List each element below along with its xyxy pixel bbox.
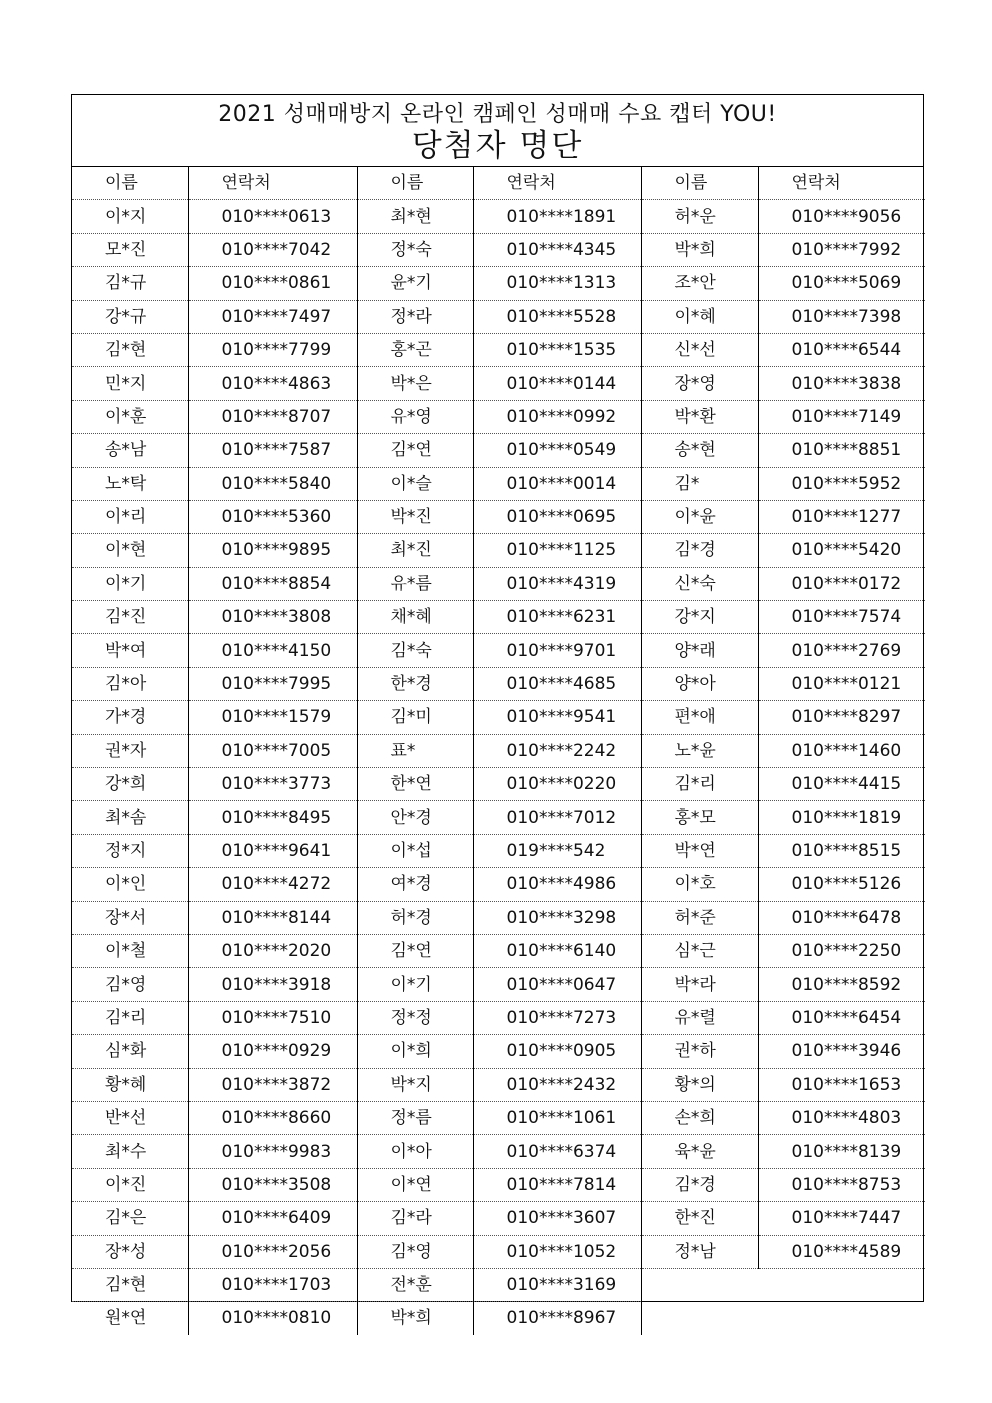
winner-contact-2: 010****2242: [473, 734, 641, 767]
winner-contact-2: 010****1891: [473, 200, 641, 233]
winner-name-2: 최*진: [357, 534, 473, 567]
table-row: [72, 534, 925, 567]
winner-contact-1: 010****4272: [188, 868, 357, 901]
winner-name-2: 박*지: [357, 1068, 473, 1101]
winner-contact-3: 010****7992: [758, 233, 925, 266]
winner-name-3: 박*환: [641, 400, 758, 433]
winner-name-3: 육*윤: [641, 1135, 758, 1168]
winner-name-2: 이*연: [357, 1168, 473, 1201]
winner-name-1: 정*지: [72, 834, 188, 867]
winner-name-3: 장*영: [641, 367, 758, 400]
winner-contact-1: 010****3508: [188, 1168, 357, 1201]
winner-name-2: 김*숙: [357, 634, 473, 667]
winner-name-1: 최*솜: [72, 801, 188, 834]
winner-name-1: 원*연: [72, 1302, 188, 1335]
winner-name-2: 전*훈: [357, 1268, 473, 1301]
winner-name-3: 권*하: [641, 1035, 758, 1068]
winner-name-3: 김*경: [641, 534, 758, 567]
table-row: [72, 367, 925, 400]
winner-contact-3: 010****7447: [758, 1202, 925, 1235]
winner-name-3: 편*애: [641, 701, 758, 734]
winner-contact-2: 010****1061: [473, 1101, 641, 1134]
winners-list-title: 당첨자 명단: [411, 128, 584, 164]
winner-name-2: 이*섭: [357, 834, 473, 867]
winner-name-3: 노*윤: [641, 734, 758, 767]
winner-contact-3: 010****1277: [758, 500, 925, 533]
table-row: [72, 1168, 925, 1201]
winner-name-3: 송*현: [641, 434, 758, 467]
table-row: [72, 667, 925, 700]
table-row: [72, 1001, 925, 1034]
winner-contact-3: 010****6478: [758, 901, 925, 934]
winner-contact-3: [758, 1268, 925, 1301]
winner-contact-2: 010****2432: [473, 1068, 641, 1101]
table-row: [72, 400, 925, 433]
winner-name-1: 김*진: [72, 601, 188, 634]
table-row: [72, 1268, 925, 1301]
table-row: [72, 333, 925, 366]
winner-contact-1: 010****5840: [188, 467, 357, 500]
winner-contact-1: 010****7799: [188, 333, 357, 366]
table-row: [72, 701, 925, 734]
winner-name-1: 장*성: [72, 1235, 188, 1268]
winner-contact-3: 010****4415: [758, 768, 925, 801]
winner-name-3: 홍*모: [641, 801, 758, 834]
winner-name-1: 김*현: [72, 333, 188, 366]
winner-name-3: 이*혜: [641, 300, 758, 333]
winner-name-1: 황*혜: [72, 1068, 188, 1101]
table-row: [72, 567, 925, 600]
winner-name-2: 이*슬: [357, 467, 473, 500]
winner-name-2: 한*연: [357, 768, 473, 801]
winner-name-2: 유*름: [357, 567, 473, 600]
winner-contact-1: 010****6409: [188, 1202, 357, 1235]
table-row: [72, 1068, 925, 1101]
winner-name-3: 김*: [641, 467, 758, 500]
winner-contact-2: 010****3169: [473, 1268, 641, 1301]
winner-contact-1: 010****8854: [188, 567, 357, 600]
winner-contact-1: 010****2020: [188, 934, 357, 967]
winner-contact-2: 010****0549: [473, 434, 641, 467]
column-header-contact-3: 연락처: [758, 167, 925, 200]
table-row: [72, 1202, 925, 1235]
winner-name-2: 김*연: [357, 434, 473, 467]
winner-contact-1: 010****0613: [188, 200, 357, 233]
winner-contact-2: 010****4319: [473, 567, 641, 600]
winner-name-2: 윤*기: [357, 267, 473, 300]
winner-name-1: 송*남: [72, 434, 188, 467]
winner-contact-1: 010****7005: [188, 734, 357, 767]
winner-name-1: 반*선: [72, 1101, 188, 1134]
winner-contact-3: 010****8851: [758, 434, 925, 467]
winner-name-2: 한*경: [357, 667, 473, 700]
winner-contact-1: 010****8660: [188, 1101, 357, 1134]
winner-name-1: 노*탁: [72, 467, 188, 500]
winner-contact-2: 010****1313: [473, 267, 641, 300]
winner-name-1: 이*훈: [72, 400, 188, 433]
winner-name-3: 강*지: [641, 601, 758, 634]
winner-name-2: 박*희: [357, 1302, 473, 1335]
winner-contact-3: 010****6544: [758, 333, 925, 366]
winner-contact-1: 010****5360: [188, 500, 357, 533]
winner-name-2: 이*희: [357, 1035, 473, 1068]
winner-name-2: 김*연: [357, 934, 473, 967]
winner-contact-1: 010****0861: [188, 267, 357, 300]
winner-contact-1: 010****7587: [188, 434, 357, 467]
winner-contact-1: 010****7042: [188, 233, 357, 266]
winner-name-1: 이*철: [72, 934, 188, 967]
winner-name-3: 신*숙: [641, 567, 758, 600]
table-row: [72, 467, 925, 500]
winner-name-2: 채*혜: [357, 601, 473, 634]
winner-contact-1: 010****1579: [188, 701, 357, 734]
winner-contact-2: 010****7814: [473, 1168, 641, 1201]
winner-contact-1: 010****3872: [188, 1068, 357, 1101]
winner-contact-2: 010****7012: [473, 801, 641, 834]
winner-name-1: 최*수: [72, 1135, 188, 1168]
winner-contact-2: 010****8967: [473, 1302, 641, 1335]
winner-contact-3: 010****5952: [758, 467, 925, 500]
winner-contact-2: 010****0647: [473, 968, 641, 1001]
winner-name-1: 심*화: [72, 1035, 188, 1068]
column-header-contact-2: 연락처: [473, 167, 641, 200]
winner-contact-1: 010****4863: [188, 367, 357, 400]
winners-table-body: [72, 167, 925, 1335]
winner-name-1: 모*진: [72, 233, 188, 266]
winner-contact-2: 010****6374: [473, 1135, 641, 1168]
winner-contact-1: 010****7510: [188, 1001, 357, 1034]
winner-contact-1: 010****2056: [188, 1235, 357, 1268]
winner-name-3: 심*근: [641, 934, 758, 967]
winner-name-1: 이*현: [72, 534, 188, 567]
winner-contact-2: 010****3298: [473, 901, 641, 934]
table-row: [72, 1135, 925, 1168]
winner-name-2: 정*숙: [357, 233, 473, 266]
winner-contact-3: [758, 1302, 925, 1335]
winner-contact-3: 010****8297: [758, 701, 925, 734]
winner-name-2: 이*아: [357, 1135, 473, 1168]
winners-sheet: [71, 94, 924, 1329]
winner-contact-2: 010****1125: [473, 534, 641, 567]
winner-contact-3: 010****4589: [758, 1235, 925, 1268]
winner-contact-2: 010****0220: [473, 768, 641, 801]
winner-name-1: 김*현: [72, 1268, 188, 1301]
winner-contact-3: 010****9056: [758, 200, 925, 233]
winner-name-3: 박*라: [641, 968, 758, 1001]
winner-name-2: 이*기: [357, 968, 473, 1001]
winner-name-2: 정*라: [357, 300, 473, 333]
winner-name-1: 민*지: [72, 367, 188, 400]
table-row: [72, 300, 925, 333]
winner-contact-2: 010****0144: [473, 367, 641, 400]
winner-contact-3: 010****2250: [758, 934, 925, 967]
winner-contact-3: 010****5126: [758, 868, 925, 901]
winner-contact-2: 010****3607: [473, 1202, 641, 1235]
winner-name-1: 강*희: [72, 768, 188, 801]
table-row: [72, 1035, 925, 1068]
winner-name-1: 김*영: [72, 968, 188, 1001]
table-row: [72, 500, 925, 533]
table-row: [72, 868, 925, 901]
winner-contact-2: 010****4345: [473, 233, 641, 266]
winner-contact-3: 010****0172: [758, 567, 925, 600]
winner-name-2: 허*경: [357, 901, 473, 934]
winner-contact-3: 010****0121: [758, 667, 925, 700]
winner-contact-1: 010****9895: [188, 534, 357, 567]
winner-name-2: 박*진: [357, 500, 473, 533]
winner-name-2: 정*름: [357, 1101, 473, 1134]
winner-contact-3: 010****3838: [758, 367, 925, 400]
winner-contact-2: 010****9541: [473, 701, 641, 734]
winner-name-2: 김*라: [357, 1202, 473, 1235]
winner-contact-1: 010****4150: [188, 634, 357, 667]
table-row: [72, 1302, 925, 1335]
winner-name-3: 정*남: [641, 1235, 758, 1268]
winner-name-1: 김*규: [72, 267, 188, 300]
winner-contact-1: 010****9983: [188, 1135, 357, 1168]
winner-contact-3: 010****3946: [758, 1035, 925, 1068]
table-row: [72, 267, 925, 300]
winner-contact-3: 010****1653: [758, 1068, 925, 1101]
winner-contact-3: 010****7574: [758, 601, 925, 634]
winner-contact-2: 010****0014: [473, 467, 641, 500]
winner-contact-2: 010****6140: [473, 934, 641, 967]
table-row: [72, 634, 925, 667]
winner-contact-2: 010****0905: [473, 1035, 641, 1068]
table-row: [72, 434, 925, 467]
winner-name-1: 이*진: [72, 1168, 188, 1201]
winner-name-3: 양*래: [641, 634, 758, 667]
winner-contact-2: 010****1535: [473, 333, 641, 366]
winner-name-2: 유*영: [357, 400, 473, 433]
winner-name-2: 김*미: [357, 701, 473, 734]
table-row: [72, 834, 925, 867]
winner-contact-2: 010****5528: [473, 300, 641, 333]
winner-name-1: 박*여: [72, 634, 188, 667]
table-row: [72, 233, 925, 266]
winner-name-1: 강*규: [72, 300, 188, 333]
winner-contact-3: 010****5420: [758, 534, 925, 567]
winner-contact-3: 010****7149: [758, 400, 925, 433]
winner-contact-2: 010****9701: [473, 634, 641, 667]
table-row: [72, 968, 925, 1001]
winner-contact-1: 010****8495: [188, 801, 357, 834]
winner-name-3: 김*리: [641, 768, 758, 801]
winner-contact-2: 010****0992: [473, 400, 641, 433]
winner-contact-2: 010****6231: [473, 601, 641, 634]
table-row: [72, 901, 925, 934]
winner-name-3: 박*연: [641, 834, 758, 867]
document-header: [72, 95, 923, 167]
winner-contact-3: 010****4803: [758, 1101, 925, 1134]
winner-contact-3: 010****6454: [758, 1001, 925, 1034]
winner-name-2: 표*: [357, 734, 473, 767]
winner-name-3: 유*렬: [641, 1001, 758, 1034]
winner-name-1: 장*서: [72, 901, 188, 934]
winner-contact-3: 010****5069: [758, 267, 925, 300]
column-header-name-2: 이름: [357, 167, 473, 200]
winner-name-3: 양*아: [641, 667, 758, 700]
winner-name-1: 이*지: [72, 200, 188, 233]
campaign-title: 2021 성매매방지 온라인 캠페인 성매매 수요 캡터 YOU!: [218, 102, 777, 127]
winner-name-3: 허*준: [641, 901, 758, 934]
column-header-name-1: 이름: [72, 167, 188, 200]
winner-contact-2: 019****542: [473, 834, 641, 867]
winner-name-3: [641, 1268, 758, 1301]
winner-name-2: 최*현: [357, 200, 473, 233]
winner-contact-3: 010****7398: [758, 300, 925, 333]
winner-contact-1: 010****3808: [188, 601, 357, 634]
winner-contact-3: 010****1460: [758, 734, 925, 767]
table-row: [72, 1235, 925, 1268]
winner-contact-2: 010****1052: [473, 1235, 641, 1268]
table-row: [72, 734, 925, 767]
winner-name-2: 박*은: [357, 367, 473, 400]
winner-contact-1: 010****0929: [188, 1035, 357, 1068]
winner-contact-2: 010****4685: [473, 667, 641, 700]
table-row: [72, 934, 925, 967]
winner-name-2: 안*경: [357, 801, 473, 834]
winner-contact-1: 010****3918: [188, 968, 357, 1001]
table-row: [72, 601, 925, 634]
winner-contact-3: 010****8753: [758, 1168, 925, 1201]
winner-name-1: 김*리: [72, 1001, 188, 1034]
column-header-name-3: 이름: [641, 167, 758, 200]
winner-name-3: 신*선: [641, 333, 758, 366]
winner-name-3: 박*희: [641, 233, 758, 266]
table-header-row: [72, 167, 925, 200]
winner-name-1: 김*은: [72, 1202, 188, 1235]
winner-name-2: 홍*곤: [357, 333, 473, 366]
column-header-contact-1: 연락처: [188, 167, 357, 200]
winner-contact-1: 010****7497: [188, 300, 357, 333]
table-row: [72, 1101, 925, 1134]
winner-name-3: [641, 1302, 758, 1335]
table-row: [72, 801, 925, 834]
winners-table: [72, 167, 925, 1335]
winner-contact-1: 010****9641: [188, 834, 357, 867]
winner-name-1: 이*기: [72, 567, 188, 600]
winner-name-3: 조*안: [641, 267, 758, 300]
winner-name-3: 허*운: [641, 200, 758, 233]
winner-name-2: 여*경: [357, 868, 473, 901]
winner-name-1: 가*경: [72, 701, 188, 734]
winner-contact-1: 010****3773: [188, 768, 357, 801]
table-row: [72, 200, 925, 233]
winner-contact-1: 010****0810: [188, 1302, 357, 1335]
winner-name-1: 김*아: [72, 667, 188, 700]
winner-name-3: 이*호: [641, 868, 758, 901]
winner-name-3: 이*윤: [641, 500, 758, 533]
winner-name-1: 이*리: [72, 500, 188, 533]
winner-contact-2: 010****7273: [473, 1001, 641, 1034]
winner-name-2: 정*정: [357, 1001, 473, 1034]
winner-name-3: 김*경: [641, 1168, 758, 1201]
winner-contact-3: 010****2769: [758, 634, 925, 667]
winner-name-3: 한*진: [641, 1202, 758, 1235]
winner-name-1: 권*자: [72, 734, 188, 767]
winner-name-3: 손*희: [641, 1101, 758, 1134]
winner-name-1: 이*인: [72, 868, 188, 901]
winner-contact-1: 010****8144: [188, 901, 357, 934]
winner-name-2: 김*영: [357, 1235, 473, 1268]
winner-contact-2: 010****4986: [473, 868, 641, 901]
winner-contact-1: 010****7995: [188, 667, 357, 700]
winner-contact-1: 010****1703: [188, 1268, 357, 1301]
winner-name-3: 황*의: [641, 1068, 758, 1101]
winner-contact-3: 010****8139: [758, 1135, 925, 1168]
table-row: [72, 768, 925, 801]
winner-contact-2: 010****0695: [473, 500, 641, 533]
winner-contact-3: 010****1819: [758, 801, 925, 834]
winner-contact-3: 010****8592: [758, 968, 925, 1001]
winner-contact-3: 010****8515: [758, 834, 925, 867]
winner-contact-1: 010****8707: [188, 400, 357, 433]
